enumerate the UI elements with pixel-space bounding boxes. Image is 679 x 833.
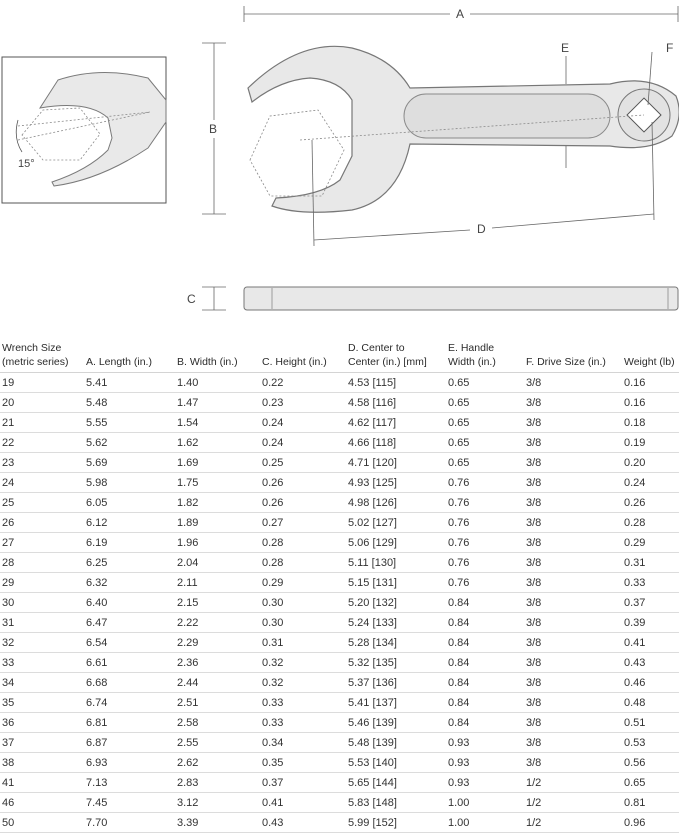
wrench-diagram-svg xyxy=(0,0,679,335)
table-cell: 0.34 xyxy=(262,733,348,753)
table-cell: 3/8 xyxy=(526,733,624,753)
table-row xyxy=(0,693,679,713)
table-cell: 1.00 xyxy=(448,793,526,813)
table-cell: 30 xyxy=(0,593,86,613)
table-cell: 0.24 xyxy=(262,433,348,453)
table-cell: 2.15 xyxy=(177,593,262,613)
table-row xyxy=(0,713,679,733)
table-cell: 6.40 xyxy=(86,593,177,613)
table-cell: 6.61 xyxy=(86,653,177,673)
table-cell: 0.65 xyxy=(448,413,526,433)
table-cell: 3/8 xyxy=(526,493,624,513)
table-cell: 5.83 [148] xyxy=(348,793,448,813)
table-body xyxy=(0,373,679,833)
table-cell: 0.41 xyxy=(624,633,679,653)
table-cell: 5.41 [137] xyxy=(348,693,448,713)
table-cell: 0.39 xyxy=(624,613,679,633)
table-cell: 0.96 xyxy=(624,813,679,833)
table-row xyxy=(0,473,679,493)
table-cell: 6.54 xyxy=(86,633,177,653)
table-cell: 0.84 xyxy=(448,593,526,613)
table-cell: 3/8 xyxy=(526,613,624,633)
table-cell: 1.00 xyxy=(448,813,526,833)
table-cell: 3/8 xyxy=(526,373,624,393)
column-header-line: C. Height (in.) xyxy=(262,356,327,368)
table-cell: 0.84 xyxy=(448,653,526,673)
table-cell: 5.98 xyxy=(86,473,177,493)
table-cell: 0.76 xyxy=(448,513,526,533)
table-cell: 6.12 xyxy=(86,513,177,533)
table-cell: 0.65 xyxy=(448,373,526,393)
table-row xyxy=(0,753,679,773)
table-row xyxy=(0,513,679,533)
table-cell: 32 xyxy=(0,633,86,653)
table-cell: 3.39 xyxy=(177,813,262,833)
table-cell: 0.26 xyxy=(262,473,348,493)
table-cell: 2.51 xyxy=(177,693,262,713)
table-cell: 20 xyxy=(0,393,86,413)
table-cell: 3/8 xyxy=(526,633,624,653)
table-cell: 0.28 xyxy=(262,553,348,573)
table-cell: 0.46 xyxy=(624,673,679,693)
table-cell: 0.31 xyxy=(262,633,348,653)
table-row xyxy=(0,593,679,613)
table-cell: 6.68 xyxy=(86,673,177,693)
table-cell: 5.53 [140] xyxy=(348,753,448,773)
table-header-row xyxy=(0,341,679,373)
wrench-dimension-diagram xyxy=(0,0,679,335)
table-cell: 5.48 [139] xyxy=(348,733,448,753)
table-cell: 3/8 xyxy=(526,673,624,693)
table-cell: 6.05 xyxy=(86,493,177,513)
table-cell: 0.65 xyxy=(448,433,526,453)
table-cell: 0.65 xyxy=(448,393,526,413)
dim-label-b: B xyxy=(209,122,218,136)
table-cell: 1/2 xyxy=(526,793,624,813)
table-cell: 5.06 [129] xyxy=(348,533,448,553)
table-cell: 3/8 xyxy=(526,693,624,713)
table-cell: 0.84 xyxy=(448,673,526,693)
table-cell: 2.83 xyxy=(177,773,262,793)
table-cell: 3/8 xyxy=(526,553,624,573)
table-cell: 35 xyxy=(0,693,86,713)
table-cell: 5.55 xyxy=(86,413,177,433)
table-row xyxy=(0,413,679,433)
table-cell: 0.76 xyxy=(448,493,526,513)
table-cell: 0.30 xyxy=(262,593,348,613)
table-cell: 1.82 xyxy=(177,493,262,513)
table-cell: 33 xyxy=(0,653,86,673)
table-cell: 7.45 xyxy=(86,793,177,813)
table-cell: 7.13 xyxy=(86,773,177,793)
table-cell: 1/2 xyxy=(526,813,624,833)
table-row xyxy=(0,373,679,393)
table-cell: 5.20 [132] xyxy=(348,593,448,613)
table-row xyxy=(0,813,679,833)
table-cell: 0.28 xyxy=(262,533,348,553)
table-cell: 0.51 xyxy=(624,713,679,733)
table-cell: 0.32 xyxy=(262,653,348,673)
table-cell: 5.41 xyxy=(86,373,177,393)
table-cell: 1.54 xyxy=(177,413,262,433)
table-row xyxy=(0,393,679,413)
table-row xyxy=(0,453,679,473)
table-cell: 2.11 xyxy=(177,573,262,593)
table-cell: 0.41 xyxy=(262,793,348,813)
table-cell: 0.20 xyxy=(624,453,679,473)
table-cell: 6.19 xyxy=(86,533,177,553)
table-cell: 5.48 xyxy=(86,393,177,413)
table-cell: 4.71 [120] xyxy=(348,453,448,473)
table-cell: 0.30 xyxy=(262,613,348,633)
column-header xyxy=(348,341,448,373)
column-header xyxy=(262,341,348,373)
table-cell: 0.29 xyxy=(262,573,348,593)
table-cell: 2.04 xyxy=(177,553,262,573)
table-cell: 0.18 xyxy=(624,413,679,433)
table-row xyxy=(0,633,679,653)
table-cell: 0.84 xyxy=(448,713,526,733)
table-cell: 0.31 xyxy=(624,553,679,573)
table-cell: 36 xyxy=(0,713,86,733)
table-cell: 0.33 xyxy=(262,693,348,713)
dim-label-d: D xyxy=(477,222,486,236)
table-cell: 5.46 [139] xyxy=(348,713,448,733)
column-header-line: B. Width (in.) xyxy=(177,356,238,368)
table-cell: 1.62 xyxy=(177,433,262,453)
table-cell: 3/8 xyxy=(526,473,624,493)
table-cell: 0.16 xyxy=(624,393,679,413)
table-cell: 31 xyxy=(0,613,86,633)
table-cell: 0.33 xyxy=(262,713,348,733)
table-cell: 3/8 xyxy=(526,653,624,673)
table-cell: 5.65 [144] xyxy=(348,773,448,793)
table-cell: 2.36 xyxy=(177,653,262,673)
table-cell: 5.99 [152] xyxy=(348,813,448,833)
table-cell: 46 xyxy=(0,793,86,813)
table-cell: 0.76 xyxy=(448,553,526,573)
table-cell: 0.28 xyxy=(624,513,679,533)
table-cell: 5.37 [136] xyxy=(348,673,448,693)
table-cell: 3/8 xyxy=(526,413,624,433)
table-cell: 0.93 xyxy=(448,733,526,753)
table-cell: 3/8 xyxy=(526,533,624,553)
column-header-line: E. Handle xyxy=(448,342,495,354)
column-header-line: D. Center to xyxy=(348,342,405,354)
table-row xyxy=(0,553,679,573)
table-row xyxy=(0,533,679,553)
column-header xyxy=(86,341,177,373)
column-header xyxy=(624,341,679,373)
table-cell: 24 xyxy=(0,473,86,493)
table-cell: 0.43 xyxy=(262,813,348,833)
table-cell: 0.32 xyxy=(262,673,348,693)
table-cell: 5.11 [130] xyxy=(348,553,448,573)
table-cell: 5.02 [127] xyxy=(348,513,448,533)
table-row xyxy=(0,773,679,793)
table-cell: 3/8 xyxy=(526,753,624,773)
angle-detail-inset xyxy=(2,57,166,203)
table-cell: 1.96 xyxy=(177,533,262,553)
angle-label: 15° xyxy=(18,158,35,170)
table-row xyxy=(0,673,679,693)
column-header-line: Center (in.) [mm] xyxy=(348,356,427,368)
table-cell: 2.55 xyxy=(177,733,262,753)
table-cell: 4.58 [116] xyxy=(348,393,448,413)
table-cell: 19 xyxy=(0,373,86,393)
table-cell: 2.22 xyxy=(177,613,262,633)
table-cell: 0.43 xyxy=(624,653,679,673)
table-cell: 0.16 xyxy=(624,373,679,393)
table-cell: 0.35 xyxy=(262,753,348,773)
table-cell: 1.75 xyxy=(177,473,262,493)
table-row xyxy=(0,653,679,673)
table-cell: 28 xyxy=(0,553,86,573)
table-cell: 0.26 xyxy=(624,493,679,513)
table-cell: 5.28 [134] xyxy=(348,633,448,653)
table-cell: 3/8 xyxy=(526,573,624,593)
table-cell: 4.66 [118] xyxy=(348,433,448,453)
dimension-lines xyxy=(202,6,678,310)
table-cell: 3/8 xyxy=(526,513,624,533)
dim-label-c: C xyxy=(187,292,196,306)
table-cell: 0.19 xyxy=(624,433,679,453)
table-cell: 5.15 [131] xyxy=(348,573,448,593)
column-header-line: Weight (lb) xyxy=(624,356,675,368)
table-cell: 5.69 xyxy=(86,453,177,473)
table-cell: 0.84 xyxy=(448,613,526,633)
table-cell: 0.53 xyxy=(624,733,679,753)
table-cell: 3/8 xyxy=(526,433,624,453)
column-header-line: Wrench Size xyxy=(2,342,62,354)
table-cell: 41 xyxy=(0,773,86,793)
table-row xyxy=(0,433,679,453)
table-cell: 1.47 xyxy=(177,393,262,413)
table-cell: 21 xyxy=(0,413,86,433)
table-cell: 3/8 xyxy=(526,713,624,733)
column-header xyxy=(177,341,262,373)
table-cell: 6.87 xyxy=(86,733,177,753)
dim-label-a: A xyxy=(456,7,465,21)
table-cell: 6.74 xyxy=(86,693,177,713)
table-cell: 0.81 xyxy=(624,793,679,813)
dim-label-e: E xyxy=(561,41,570,55)
table-cell: 0.76 xyxy=(448,473,526,493)
table-cell: 0.29 xyxy=(624,533,679,553)
column-header xyxy=(526,341,624,373)
wrench-side-profile xyxy=(244,287,678,310)
table-cell: 1.89 xyxy=(177,513,262,533)
table-cell: 38 xyxy=(0,753,86,773)
table-cell: 0.48 xyxy=(624,693,679,713)
table-cell: 0.27 xyxy=(262,513,348,533)
table-row xyxy=(0,793,679,813)
table-cell: 0.84 xyxy=(448,633,526,653)
column-header-line: F. Drive Size (in.) xyxy=(526,356,606,368)
table-cell: 2.62 xyxy=(177,753,262,773)
table-cell: 3/8 xyxy=(526,393,624,413)
table-cell: 34 xyxy=(0,673,86,693)
table-cell: 0.24 xyxy=(624,473,679,493)
table-cell: 0.84 xyxy=(448,693,526,713)
table-cell: 6.25 xyxy=(86,553,177,573)
table-cell: 5.32 [135] xyxy=(348,653,448,673)
table-cell: 3.12 xyxy=(177,793,262,813)
table-cell: 6.32 xyxy=(86,573,177,593)
dim-label-f: F xyxy=(666,41,674,55)
table-cell: 1/2 xyxy=(526,773,624,793)
table-cell: 3/8 xyxy=(526,453,624,473)
table-cell: 0.37 xyxy=(262,773,348,793)
table-row xyxy=(0,573,679,593)
table-cell: 1.69 xyxy=(177,453,262,473)
table-cell: 2.44 xyxy=(177,673,262,693)
table-cell: 0.24 xyxy=(262,413,348,433)
column-header-line: A. Length (in.) xyxy=(86,356,152,368)
table-cell: 1.40 xyxy=(177,373,262,393)
table-cell: 0.65 xyxy=(448,453,526,473)
table-cell: 22 xyxy=(0,433,86,453)
table-cell: 0.22 xyxy=(262,373,348,393)
table-cell: 0.76 xyxy=(448,573,526,593)
column-header xyxy=(448,341,526,373)
table-cell: 0.23 xyxy=(262,393,348,413)
table-cell: 5.24 [133] xyxy=(348,613,448,633)
table-row xyxy=(0,613,679,633)
table-cell: 4.98 [126] xyxy=(348,493,448,513)
table-cell: 50 xyxy=(0,813,86,833)
table-row xyxy=(0,733,679,753)
table-cell: 4.62 [117] xyxy=(348,413,448,433)
table-cell: 29 xyxy=(0,573,86,593)
table-cell: 25 xyxy=(0,493,86,513)
table-cell: 23 xyxy=(0,453,86,473)
table-cell: 0.26 xyxy=(262,493,348,513)
wrench-spec-table xyxy=(0,341,679,833)
table-cell: 6.93 xyxy=(86,753,177,773)
table-cell: 0.93 xyxy=(448,773,526,793)
table-cell: 0.33 xyxy=(624,573,679,593)
table-cell: 0.37 xyxy=(624,593,679,613)
table-cell: 0.65 xyxy=(624,773,679,793)
table-cell: 4.93 [125] xyxy=(348,473,448,493)
table-cell: 2.29 xyxy=(177,633,262,653)
table-cell: 6.81 xyxy=(86,713,177,733)
table-cell: 0.25 xyxy=(262,453,348,473)
column-header xyxy=(0,341,86,373)
table-cell: 7.70 xyxy=(86,813,177,833)
table-cell: 0.93 xyxy=(448,753,526,773)
table-cell: 4.53 [115] xyxy=(348,373,448,393)
table-cell: 37 xyxy=(0,733,86,753)
table-cell: 5.62 xyxy=(86,433,177,453)
table-cell: 6.47 xyxy=(86,613,177,633)
table-cell: 2.58 xyxy=(177,713,262,733)
table-cell: 3/8 xyxy=(526,593,624,613)
table-cell: 27 xyxy=(0,533,86,553)
table-cell: 0.56 xyxy=(624,753,679,773)
table-cell: 26 xyxy=(0,513,86,533)
table-cell: 0.76 xyxy=(448,533,526,553)
column-header-line: (metric series) xyxy=(2,356,69,368)
table-row xyxy=(0,493,679,513)
column-header-line: Width (in.) xyxy=(448,356,496,368)
